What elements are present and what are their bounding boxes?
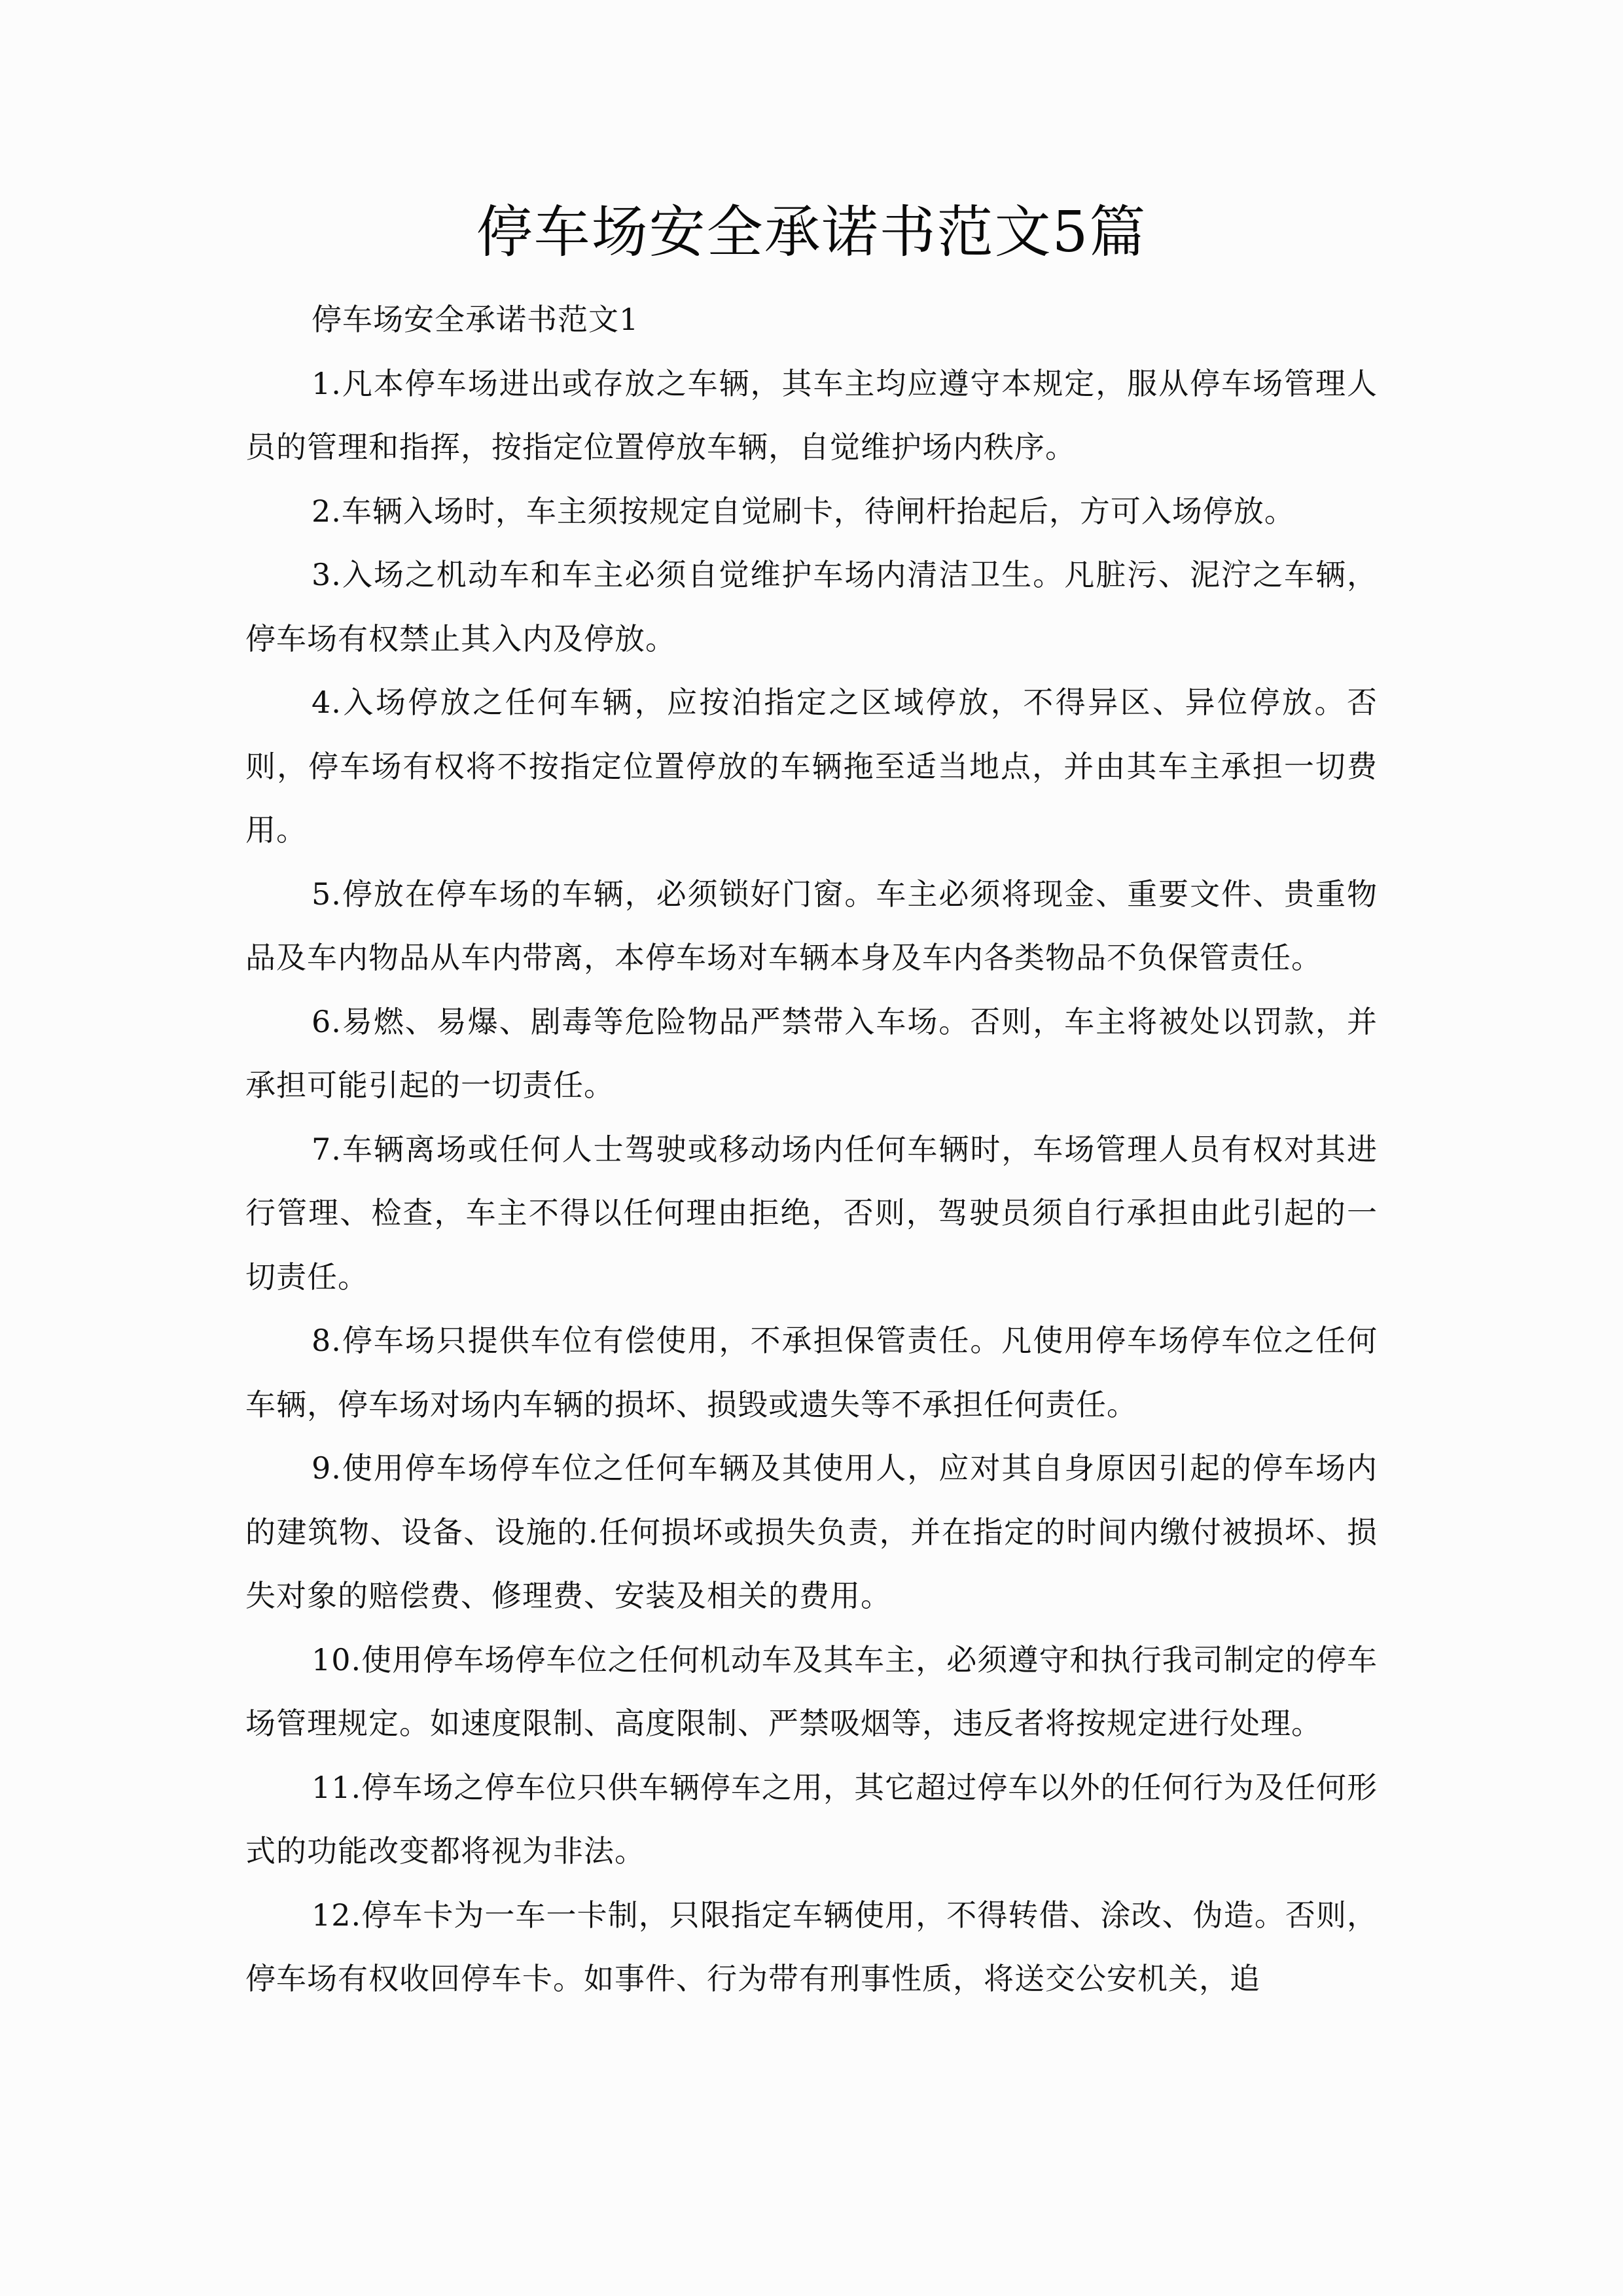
paragraph-4: 4.入场停放之任何车辆，应按泊指定之区域停放，不得异区、异位停放。否则，停车场有权将不按指定位置停放的车辆拖至适当地点，并由其车主承担一切费用。	[245, 685, 1378, 848]
paragraph-8: 8.停车场只提供车位有偿使用，不承担保管责任。凡使用停车场停车位之任何车辆，停车场对场内车辆的损坏、损毁或遗失等不承担任何责任。	[245, 1323, 1378, 1422]
section-heading: 停车场安全承诺书范文1	[312, 302, 639, 337]
paragraph-9: 9.使用停车场停车位之任何车辆及其使用人，应对其自身原因引起的停车场内的建筑物、设备、设施的.任何损坏或损失负责，并在指定的时间内缴付被损坏、损失对象的赔偿费、修理费、安装及相关的费用。	[245, 1450, 1378, 1613]
paragraph-5: 5.停放在停车场的车辆，必须锁好门窗。车主必须将现金、重要文件、贵重物品及车内物品从车内带离，本停车场对车辆本身及车内各类物品不负保管责任。	[245, 876, 1378, 975]
paragraph-12: 12.停车卡为一车一卡制，只限指定车辆使用，不得转借、涂改、伪造。否则，停车场有权收回停车卡。如事件、行为带有刑事性质，将送交公安机关，追	[245, 1897, 1378, 1996]
document-body	[245, 288, 1378, 2011]
paragraph-7: 7.车辆离场或任何人士驾驶或移动场内任何车辆时，车场管理人员有权对其进行管理、检查，车主不得以任何理由拒绝，否则，驾驶员须自行承担由此引起的一切责任。	[245, 1131, 1378, 1295]
document-title: 停车场安全承诺书范文5篇	[476, 200, 1147, 265]
paragraph-6: 6.易燃、易爆、剧毒等危险物品严禁带入车场。否则，车主将被处以罚款，并承担可能引起的一切责任。	[245, 1003, 1378, 1103]
paragraph-3: 3.入场之机动车和车主必须自觉维护车场内清洁卫生。凡脏污、泥泞之车辆，停车场有权禁止其入内及停放。	[245, 557, 1378, 656]
paragraph-1: 1.凡本停车场进出或存放之车辆，其车主均应遵守本规定，服从停车场管理人员的管理和指挥，按指定位置停放车辆，自觉维护场内秩序。	[245, 365, 1378, 465]
paragraph-11: 11.停车场之停车位只供车辆停车之用，其它超过停车以外的任何行为及任何形式的功能改变都将视为非法。	[245, 1769, 1378, 1869]
paragraph-10: 10.使用停车场停车位之任何机动车及其车主，必须遵守和执行我司制定的停车场管理规定。如速度限制、高度限制、严禁吸烟等，违反者将按规定进行处理。	[245, 1641, 1378, 1741]
paragraph-2: 2.车辆入场时，车主须按规定自觉刷卡，待闸杆抬起后，方可入场停放。	[312, 493, 1295, 529]
